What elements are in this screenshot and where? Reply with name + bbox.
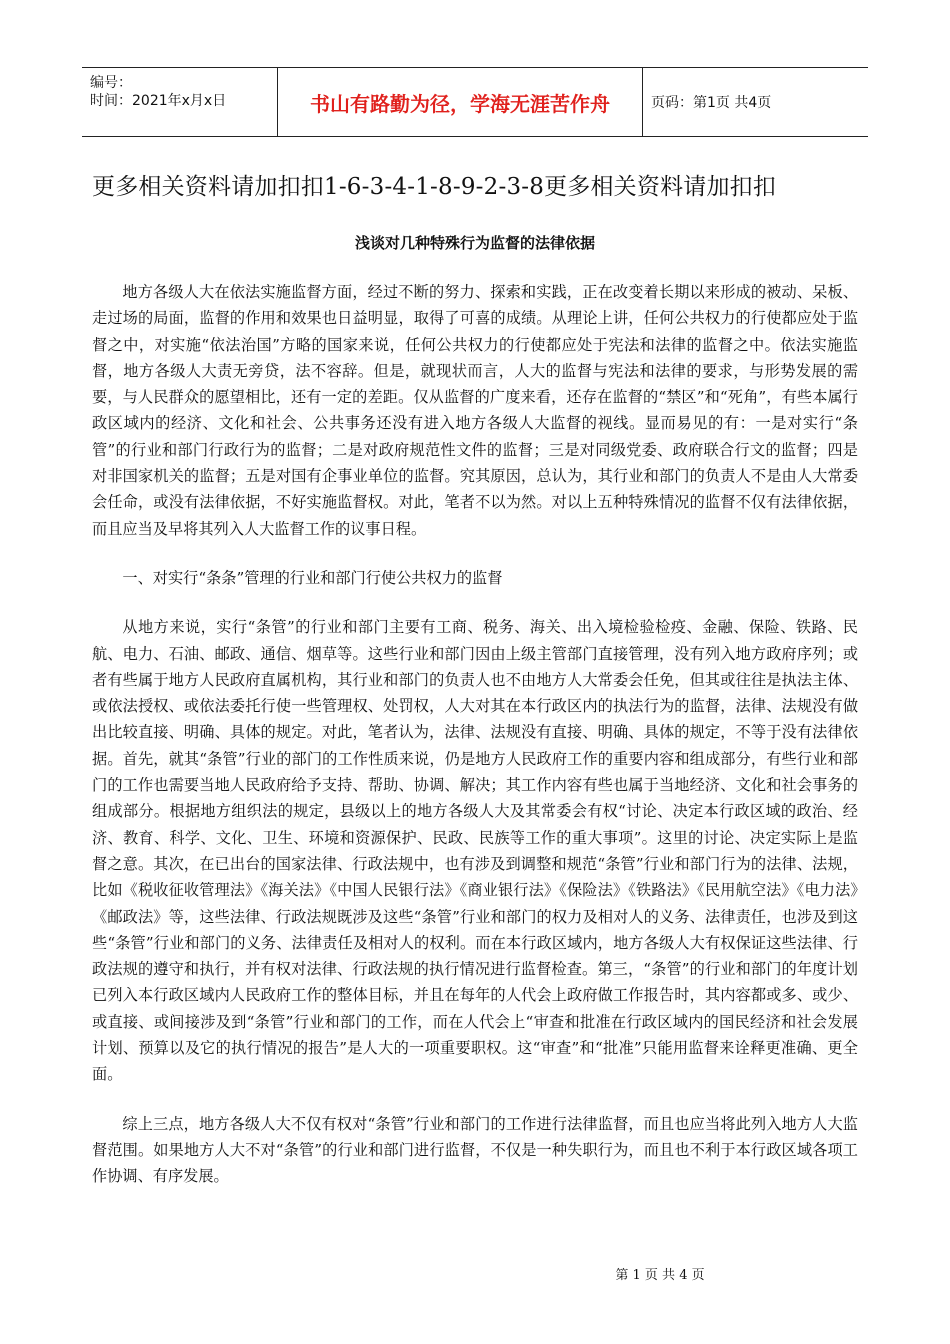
header-table [82, 67, 868, 137]
header-motto: 书山有路勤为径，学海无涯苦作舟 [278, 68, 643, 136]
document-title: 浅谈对几种特殊行为监督的法律依据 [354, 234, 595, 252]
page-footer: 第 1 页 共 4 页 [615, 1268, 705, 1283]
number-label: 编号： [90, 75, 132, 91]
section-heading: 一、对实行“条条”管理的行业和部门行使公共权力的监督 [122, 568, 503, 587]
paragraph: 综上三点，地方各级人大不仅有权对“条管”行业和部门的工作进行法律监督，而且也应当将此列入地方人大监督范围。如果地方人大不对“条管”的行业和部门进行监督，不仅是一种失职行为，而且也不利于本行政区域各项工作协调、有序发展。 [92, 1114, 858, 1186]
paragraph: 地方各级人大在依法实施监督方面，经过不断的努力、探索和实践，正在改变着长期以来形成的被动、呆板、走过场的局面，监督的作用和效果也日益明显，取得了可喜的成绩。从理论上讲，任何公共权力的行使都应处于监督之中，对实施“依法治国”方略的国家来说，任何公共权力的行使都应处于宪法和法律的监督之中。依法实施监督，地方各级人大责无旁贷，法不容辞。但是，就现状而言，人大的监督与宪法和法律的要求，与形势发展的需要，与人民群众的愿望相比，还有一定的差距。仅从监督的广度来看，还存在监督的“禁区”和“死角”，有些本属行政区域内的经济、文化和社会、公共事务还没有进入地方各级人大监督的视线。显而易见的有：一是对实行“条管”的行业和部门行政行为的监督；二是对政府规范性文件的监督；三是对同级党委、政府联合行文的监督；四是对非国家机关的监督；五是对国有企事业单位的监督。究其原因，总认为，其行业和部门的负责人不是由人大常委会任命，或没有法律依据，不好实施监督权。对此，笔者不以为然。对以上五种特殊情况的监督不仅有法律依据，而且应当及早将其列入人大监督工作的议事日程。 [92, 283, 858, 538]
time-label: 时间：2021年x月x日 [90, 93, 227, 109]
header-page-info: 页码：第1页 共4页 [651, 95, 772, 111]
paragraph: 从地方来说，实行“条管”的行业和部门主要有工商、税务、海关、出入境检验检疫、金融、保险、铁路、民航、电力、石油、邮政、通信、烟草等。这些行业和部门因由上级主管部门直接管理，没有列入地方政府序列；或者有些属于地方人民政府直属机构，其行业和部门的负责人也不由地方人大常委会任免，但其或往往是执法主体、或依法授权、或依法委托行使一些管理权、处罚权，人大对其在本行政区内的执法行为的监督，法律、法规没有做出比较直接、明确、具体的规定。对此，笔者认为，法律、法规没有直接、明确、具体的规定，不等于没有法律依据。首先，就其“条管”行业的部门的工作性质来说，仍是地方人民政府工作的重要内容和组成部分，有些行业和部门的工作也需要当地人民政府给予支持、帮助、协调、解决；其工作内容有些也属于当地经济、文化和社会事务的组成部分。根据地方组织法的规定，县级以上的地方各级人大及其常委会有权“讨论、决定本行政区域的政治、经济、教育、科学、文化、卫生、环境和资源保护、民政、民族等工作的重大事项”。这里的讨论、决定实际上是监督之意。其次，在已出台的国家法律、行政法规中，也有涉及到调整和规范“条管”行业和部门行为的法律、法规，比如《税收征收管理法》《海关法》《中国人民银行法》《商业银行法》《保险法》《铁路法》《民用航空法》《电力法》《邮政法》等，这些法律、行政法规既涉及这些“条管”行业和部门的权力及相对人的义务、法律责任，也涉及到这些“条管”行业和部门的义务、法律责任及相对人的权利。而在本行政区域内，地方各级人大有权保证这些法律、行政法规的遵守和执行，并有权对法律、行政法规的执行情况进行监督检查。第三，“条管”的行业和部门的年度计划已列入本行政区域内人民政府工作的整体目标，并且在每年的人代会上政府做工作报告时，其内容都或多、或少、或直接、或间接涉及到“条管”行业和部门的工作，而在人代会上“审查和批准在行政区域内的国民经济和社会发展计划、预算以及它的执行情况的报告”是人大的一项重要职权。这“审查”和“批准”只能用监督来诠释更准确、更全面。 [92, 618, 858, 1084]
document-body [92, 279, 858, 1213]
header-meta [82, 68, 278, 136]
promo-banner: 更多相关资料请加扣扣1-6-3-4-1-8-9-2-3-8更多相关资料请加扣扣 [92, 174, 777, 200]
